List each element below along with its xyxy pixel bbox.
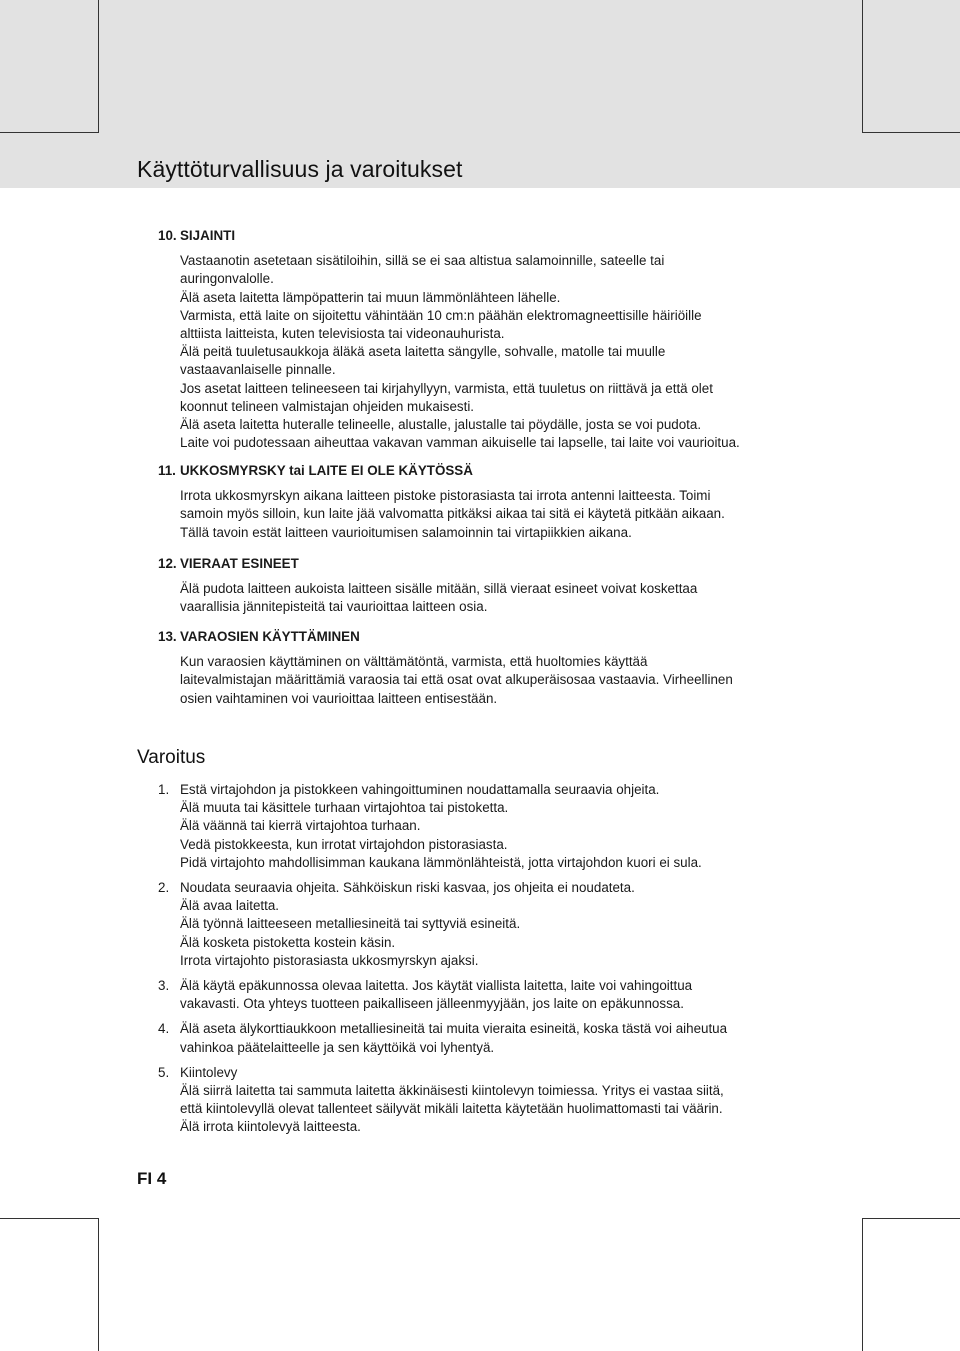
body-line: laitevalmistajan määrittämiä varaosia tai että osat ovat alkuperäisosaa vastaavia. Virheellinen <box>180 672 733 688</box>
item-line: vahinkoa päätelaitteelle ja sen käyttöikä voi lyhentyä. <box>180 1039 495 1055</box>
item-number: 2. <box>158 880 170 896</box>
item-line: Älä kosketa pistoketta kostein käsin. <box>180 934 396 950</box>
item-line: Älä käytä epäkunnossa olevaa laitetta. Jos käytät viallista laitetta, laite voi vahingoittua <box>180 978 693 994</box>
section-heading <box>158 462 838 480</box>
crop-mark-top-left-v <box>98 0 99 133</box>
item-number: 5. <box>158 1064 170 1080</box>
item-line: Älä työnnä laitteeseen metalliesineitä tai syttyviä esineitä. <box>180 916 521 932</box>
item-line: Irrota virtajohto pistorasiasta ukkosmyrskyn ajaksi. <box>180 952 479 968</box>
section-body <box>180 580 838 616</box>
body-line: Laite voi pudotessaan aiheuttaa vakavan vamman aikuiselle tai lapselle, tai laite voi vaurioitua. <box>180 435 740 451</box>
body-line: Älä peitä tuuletusaukkoja äläkä aseta laitetta sängylle, sohvalle, matolle tai muulle <box>180 344 666 360</box>
section-varaosien-kayttaminen <box>158 628 838 708</box>
crop-mark-bottom-left-v <box>98 1218 99 1351</box>
body-line: Tällä tavoin estät laitteen vaurioitumisen salamoinnin tai virtapiikkien aikana. <box>180 524 632 540</box>
crop-mark-top-left-h <box>0 132 99 133</box>
section-number: 11. <box>158 463 176 478</box>
item-number: 1. <box>158 782 170 797</box>
warning-item <box>158 1064 838 1137</box>
body-line: koonnut telineen valmistajan ohjeiden mukaisesti. <box>180 398 475 414</box>
section-number: 13. <box>158 629 177 644</box>
body-line: auringonvalolle. <box>180 271 274 287</box>
item-line: Estä virtajohdon ja pistokkeen vahingoittuminen noudattamalla seuraavia ohjeita. <box>180 782 660 797</box>
body-line: Älä aseta laitetta huteralle telineelle, alustalle, jalustalle tai pöydälle, josta se voi pudota. <box>180 417 702 433</box>
crop-mark-bottom-right-v <box>862 1218 863 1351</box>
body-line: Vastaanotin asetetaan sisätiloihin, sillä se ei saa altistua salamoinnille, sateelle tai <box>180 253 665 269</box>
item-line: Älä siirrä laitetta tai sammuta laitetta äkkinäisesti kiintolevyn toimiessa. Yritys ei vastaa siitä, <box>180 1083 724 1099</box>
item-line: Noudata seuraavia ohjeita. Sähköiskun riski kasvaa, jos ohjeita ei noudateta. <box>180 880 635 896</box>
crop-mark-top-right-v <box>862 0 863 133</box>
item-line: että kiintolevyllä olevat tallenteet säilyvät mikäli laitetta käytetään huolimattomasti tai väärin. <box>180 1101 723 1117</box>
crop-mark-top-right-h <box>862 132 960 133</box>
warning-item <box>158 781 838 872</box>
section-number: 12. <box>158 556 177 571</box>
item-number: 4. <box>158 1021 170 1037</box>
item-line: Pidä virtajohto mahdollisimman kaukana lämmönlähteistä, jotta virtajohdon kuori ei sula. <box>180 854 702 870</box>
warning-item <box>158 1020 838 1056</box>
section-title: UKKOSMYRSKY tai LAITE EI OLE KÄYTÖSSÄ <box>180 463 473 478</box>
body-line: vastaavanlaiselle pinnalle. <box>180 362 336 378</box>
warning-item <box>158 879 838 970</box>
warning-list <box>158 781 838 1144</box>
section-body <box>180 487 838 542</box>
section-number: 10. <box>158 228 177 243</box>
section-sijainti <box>158 227 838 452</box>
body-line: vaarallisia jännitepisteitä tai vaurioittaa laitteen osia. <box>180 599 488 615</box>
section-ukkosmyrsky <box>158 462 838 542</box>
section-title: VIERAAT ESINEET <box>180 556 299 571</box>
section-heading <box>158 628 838 646</box>
item-line: Älä irrota kiintolevyä laitteesta. <box>180 1119 361 1135</box>
section-body <box>180 252 838 452</box>
page-number: FI 4 <box>137 1169 167 1188</box>
section-heading <box>158 555 838 573</box>
body-line: Kun varaosien käyttäminen on välttämätöntä, varmista, että huoltomies käyttää <box>180 654 648 670</box>
body-line: Varmista, että laite on sijoitettu vähintään 10 cm:n päähän elektromagneettisille häiriöille <box>180 307 702 323</box>
body-line: alttiista laitteista, kuten televisiosta tai videonauhurista. <box>180 326 505 342</box>
body-line: Älä aseta laitetta lämpöpatterin tai muun lämmönlähteen lähelle. <box>180 289 561 305</box>
body-line: osien vaihtaminen voi vaurioittaa laitteen entisestään. <box>180 690 498 706</box>
body-line: samoin myös silloin, kun laite jää valvomatta pitkäksi aikaa tai sitä ei käytetä pitkään aikaan. <box>180 506 725 522</box>
item-line: Kiintolevy <box>180 1064 238 1080</box>
section-title: VARAOSIEN KÄYTTÄMINEN <box>180 629 360 644</box>
warning-item <box>158 977 838 1013</box>
item-number: 3. <box>158 978 170 994</box>
page-title: Käyttöturvallisuus ja varoitukset <box>137 156 463 182</box>
section-heading <box>158 227 838 245</box>
item-line: Älä muuta tai käsittele turhaan virtajohtoa tai pistoketta. <box>180 800 509 816</box>
item-line: vakavasti. Ota yhteys tuotteen paikalliseen jälleenmyyjään, jos laite on epäkunnossa. <box>180 996 684 1012</box>
warning-heading: Varoitus <box>137 747 206 768</box>
item-line: Vedä pistokkeesta, kun irrotat virtajohdon pistorasiasta. <box>180 836 508 852</box>
section-title: SIJAINTI <box>180 228 236 243</box>
section-vieraat-esineet <box>158 555 838 617</box>
item-line: Älä väännä tai kierrä virtajohtoa turhaan. <box>180 818 421 834</box>
body-line: Irrota ukkosmyrskyn aikana laitteen pistoke pistorasiasta tai irrota antenni laitteesta. Toimi <box>180 488 711 504</box>
item-line: Älä avaa laitetta. <box>180 898 280 914</box>
body-line: Jos asetat laitteen telineeseen tai kirjahyllyyn, varmista, että tuuletus on riittävä ja että olet <box>180 380 713 396</box>
item-line: Älä aseta älykorttiaukkoon metalliesineitä tai muita vieraita esineitä, koska tästä voi aiheutua <box>180 1021 728 1037</box>
section-body <box>180 653 838 708</box>
crop-mark-bottom-right-h <box>862 1218 960 1219</box>
body-line: Älä pudota laitteen aukoista laitteen sisälle mitään, sillä vieraat esineet voivat koskettaa <box>180 581 698 597</box>
crop-mark-bottom-left-h <box>0 1218 99 1219</box>
